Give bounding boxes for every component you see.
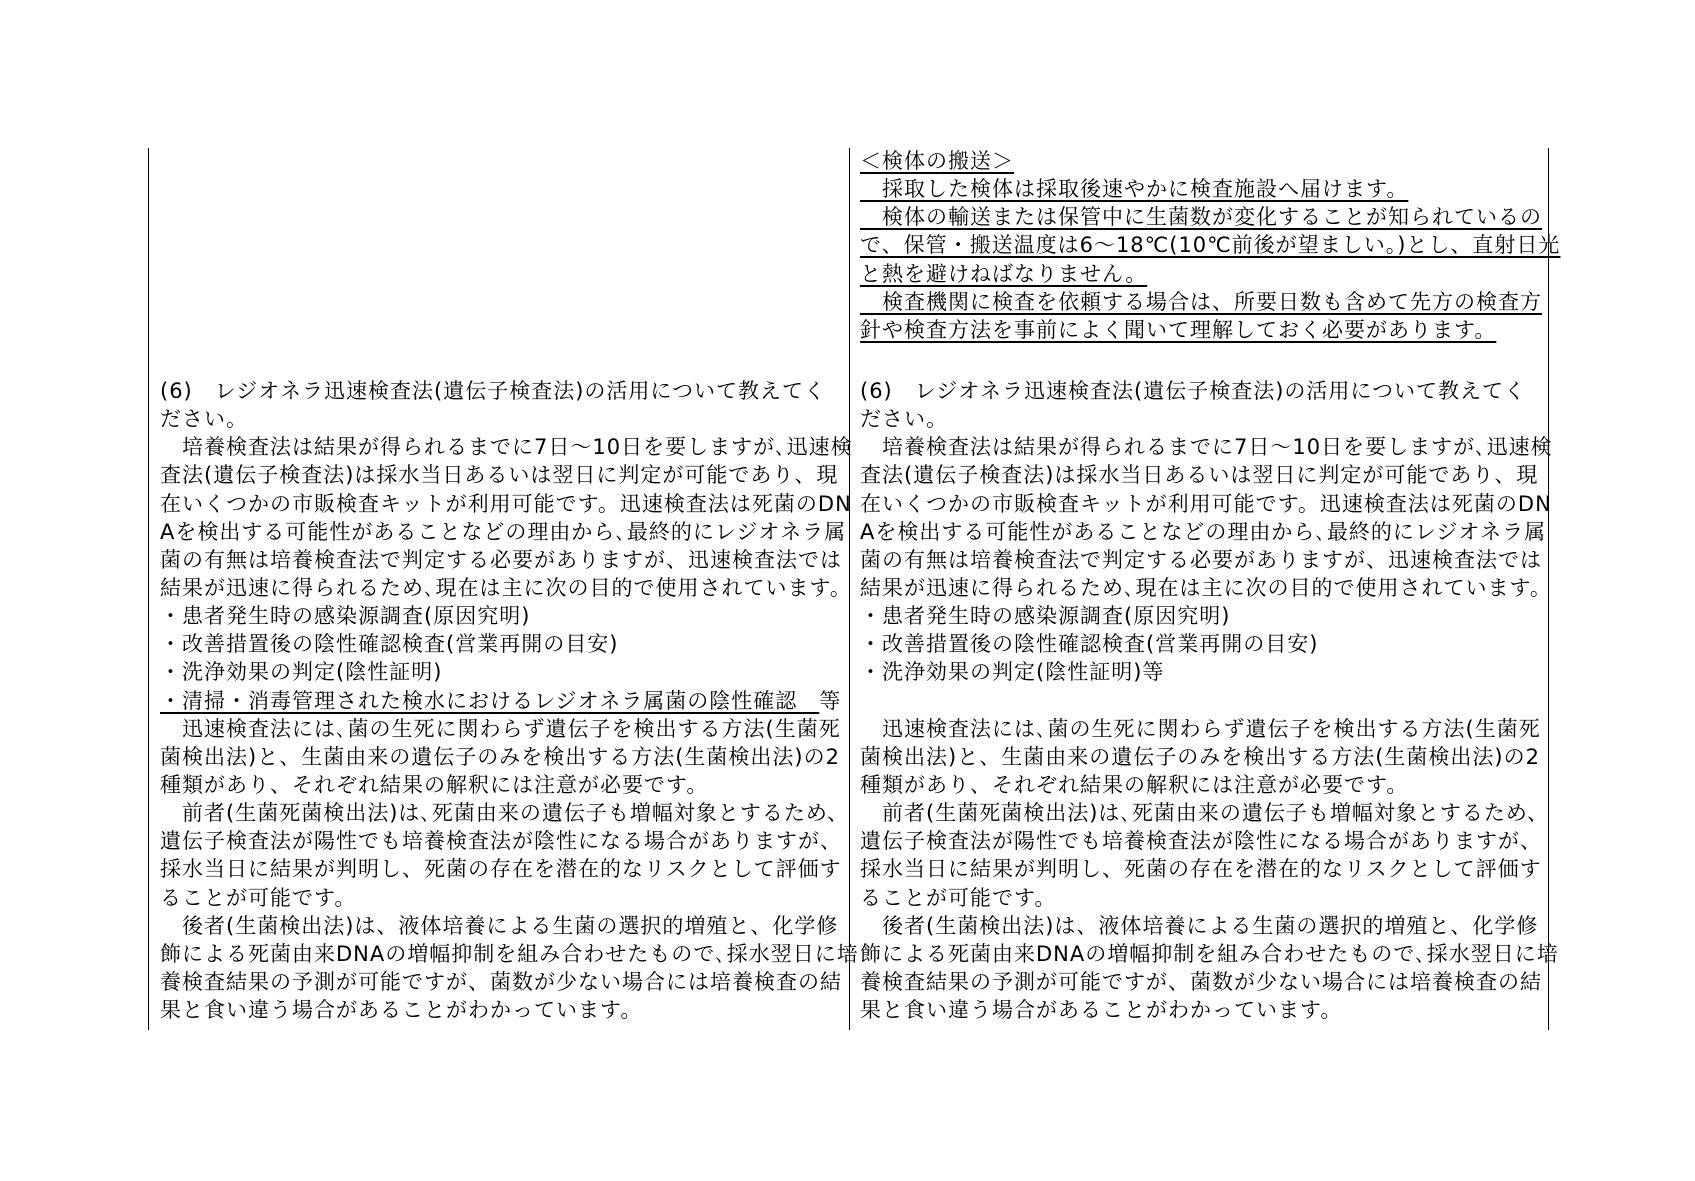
- text-line: 結果が迅速に得られるため､現在は主に次の目的で使用されています。: [160, 575, 852, 600]
- underlined-list-item: ・清掃・消毒管理された検水におけるレジオネラ属菌の陰性確認: [160, 688, 820, 713]
- text-line: 前者(生菌死菌検出法)は､死菌由来の遺伝子も増幅対象とするため、: [160, 801, 850, 826]
- text-line: 在いくつかの市販検査キットが利用可能です。迅速検査法は死菌のDN: [160, 491, 852, 516]
- line: [160, 490, 852, 518]
- line: [860, 433, 1553, 461]
- text-line: 飾による死菌由来DNAの増幅抑制を組み合わせたもので､採水翌日に培: [860, 941, 1559, 966]
- text-line: 迅速検査法には､菌の生死に関わらず遺伝子を検出する方法(生菌死: [860, 716, 1541, 741]
- line: [860, 940, 1559, 968]
- line: [160, 827, 840, 855]
- line: [860, 518, 1547, 546]
- text-line: ・患者発生時の感染源調査(原因究明): [860, 604, 1231, 629]
- line: [860, 175, 1540, 203]
- text-line: ・患者発生時の感染源調査(原因究明): [160, 604, 531, 629]
- line: [160, 968, 840, 996]
- text-line: 迅速検査法には､菌の生死に関わらず遺伝子を検出する方法(生菌死: [160, 716, 841, 741]
- text-line: 遺伝子検査法が陽性でも培養検査法が陰性になる場合がありますが、: [860, 829, 1542, 854]
- line: [860, 546, 1540, 574]
- text-line: 種類があり、それぞれ結果の解釈には注意が必要です。: [160, 772, 709, 797]
- line: [160, 912, 840, 940]
- text-line: で、保管・搬送温度は6～18℃(10℃前後が望ましい。)とし、直射日光: [860, 233, 1561, 258]
- table-border-left: [148, 148, 149, 1030]
- line: [160, 546, 840, 574]
- text-line: 養検査結果の予測が可能ですが、菌数が少ない場合には培養検査の結: [160, 969, 842, 994]
- line: [860, 827, 1540, 855]
- blank-line: [860, 687, 1540, 715]
- line: [160, 602, 840, 630]
- left-column-current: [160, 377, 859, 1024]
- line: [160, 574, 852, 602]
- line: [860, 884, 1540, 912]
- right-column-revised: [860, 377, 1559, 1024]
- text-line: ・改善措置後の陰性確認検査(営業再開の目安): [160, 632, 619, 657]
- text-line: 針や検査方法を事前によく聞いて理解しておく必要があります。: [860, 317, 1497, 342]
- line: [860, 405, 1540, 433]
- line: [860, 490, 1552, 518]
- line: [860, 630, 1540, 658]
- text-line: ・洗浄効果の判定(陰性証明)等: [860, 660, 1165, 685]
- line: [160, 461, 840, 489]
- text-line: ださい。: [860, 407, 948, 432]
- text-line: 査法(遺伝子検査法)は採水当日あるいは翌日に判定が可能であり、現: [160, 463, 839, 488]
- line: [860, 968, 1540, 996]
- line: [160, 771, 840, 799]
- text-line: 採水当日に結果が判明し、死菌の存在を潜在的なリスクとして評価す: [160, 857, 842, 882]
- text-line: 採水当日に結果が判明し、死菌の存在を潜在的なリスクとして評価す: [860, 857, 1542, 882]
- line: [160, 715, 840, 743]
- text-line: ださい。: [160, 407, 248, 432]
- line: [860, 316, 1540, 344]
- line: [160, 884, 840, 912]
- text-line: ・洗浄効果の判定(陰性証明): [160, 660, 443, 685]
- line: [860, 260, 1540, 288]
- text-line: 養検査結果の予測が可能ですが、菌数が少ない場合には培養検査の結: [860, 969, 1542, 994]
- line: [860, 855, 1540, 883]
- text-line: 遺伝子検査法が陽性でも培養検査法が陰性になる場合がありますが、: [160, 829, 842, 854]
- text-line: 菌検出法)と、生菌由来の遺伝子のみを検出する方法(生菌検出法)の2: [160, 744, 840, 769]
- text-line: ることが可能です。: [860, 885, 1057, 910]
- text-line: 果と食い違う場合があることがわかっています。: [160, 998, 643, 1023]
- line: [860, 203, 1540, 231]
- line: [860, 715, 1540, 743]
- text-line: と熱を避けねばなりません。: [860, 261, 1148, 286]
- text-line: ・改善措置後の陰性確認検査(営業再開の目安): [860, 632, 1319, 657]
- line: [160, 630, 840, 658]
- line: [860, 288, 1540, 316]
- line: [860, 996, 1540, 1024]
- line: [160, 996, 840, 1024]
- line: [160, 855, 840, 883]
- line: [860, 231, 1561, 259]
- line: [160, 799, 850, 827]
- text-line: 種類があり、それぞれ結果の解釈には注意が必要です。: [860, 772, 1409, 797]
- specimen-transport-section: [860, 147, 1561, 344]
- list-suffix: 等: [819, 688, 842, 713]
- line: [860, 377, 1540, 405]
- line: [160, 518, 847, 546]
- text-line: 果と食い違う場合があることがわかっています。: [860, 998, 1343, 1023]
- text-line: 培養検査法は結果が得られるまでに7日～10日を要しますが､迅速検: [160, 435, 853, 460]
- text-line: Aを検出する可能性があることなどの理由から､最終的にレジオネラ属: [860, 519, 1547, 544]
- text-line: 後者(生菌検出法)は、液体培養による生菌の選択的増殖と、化学修: [160, 913, 839, 938]
- text-line: 前者(生菌死菌検出法)は､死菌由来の遺伝子も増幅対象とするため、: [860, 801, 1550, 826]
- text-line: 結果が迅速に得られるため､現在は主に次の目的で使用されています。: [860, 575, 1552, 600]
- line: [860, 602, 1540, 630]
- text-line: 検体の輸送または保管中に生菌数が変化することが知られているの: [860, 205, 1542, 230]
- text-line: (6) レジオネラ迅速検査法(遺伝子検査法)の活用について教えてく: [860, 379, 1526, 403]
- text-line: 後者(生菌検出法)は、液体培養による生菌の選択的増殖と、化学修: [860, 913, 1539, 938]
- line: [860, 574, 1552, 602]
- line: [160, 940, 859, 968]
- text-line: 菌の有無は培養検査法で判定する必要がありますが、迅速検査法では: [860, 547, 1542, 572]
- line: [160, 743, 840, 771]
- line: [160, 377, 840, 405]
- text-line: 査法(遺伝子検査法)は採水当日あるいは翌日に判定が可能であり、現: [860, 463, 1539, 488]
- text-line: 飾による死菌由来DNAの増幅抑制を組み合わせたもので､採水翌日に培: [160, 941, 859, 966]
- line: [860, 799, 1550, 827]
- text-line: 検査機関に検査を依頼する場合は、所要日数も含めて先方の検査方: [860, 289, 1542, 314]
- line: [160, 658, 840, 686]
- line: [160, 405, 840, 433]
- line: [860, 912, 1540, 940]
- text-line: 培養検査法は結果が得られるまでに7日～10日を要しますが､迅速検: [860, 435, 1553, 460]
- line: [860, 461, 1540, 489]
- text-line: (6) レジオネラ迅速検査法(遺伝子検査法)の活用について教えてく: [160, 379, 826, 403]
- section-heading: ＜検体の搬送＞: [860, 149, 1014, 173]
- line: [860, 658, 1540, 686]
- text-line: ることが可能です。: [160, 885, 357, 910]
- text-line: 在いくつかの市販検査キットが利用可能です。迅速検査法は死菌のDN: [860, 491, 1552, 516]
- text-line: 菌の有無は培養検査法で判定する必要がありますが、迅速検査法では: [160, 547, 842, 572]
- line: [160, 433, 853, 461]
- line: [860, 771, 1540, 799]
- text-line: 採取した検体は採取後速やかに検査施設へ届けます。: [860, 177, 1409, 202]
- text-line: 菌検出法)と、生菌由来の遺伝子のみを検出する方法(生菌検出法)の2: [860, 744, 1540, 769]
- text-line: Aを検出する可能性があることなどの理由から､最終的にレジオネラ属: [160, 519, 847, 544]
- line: [860, 743, 1540, 771]
